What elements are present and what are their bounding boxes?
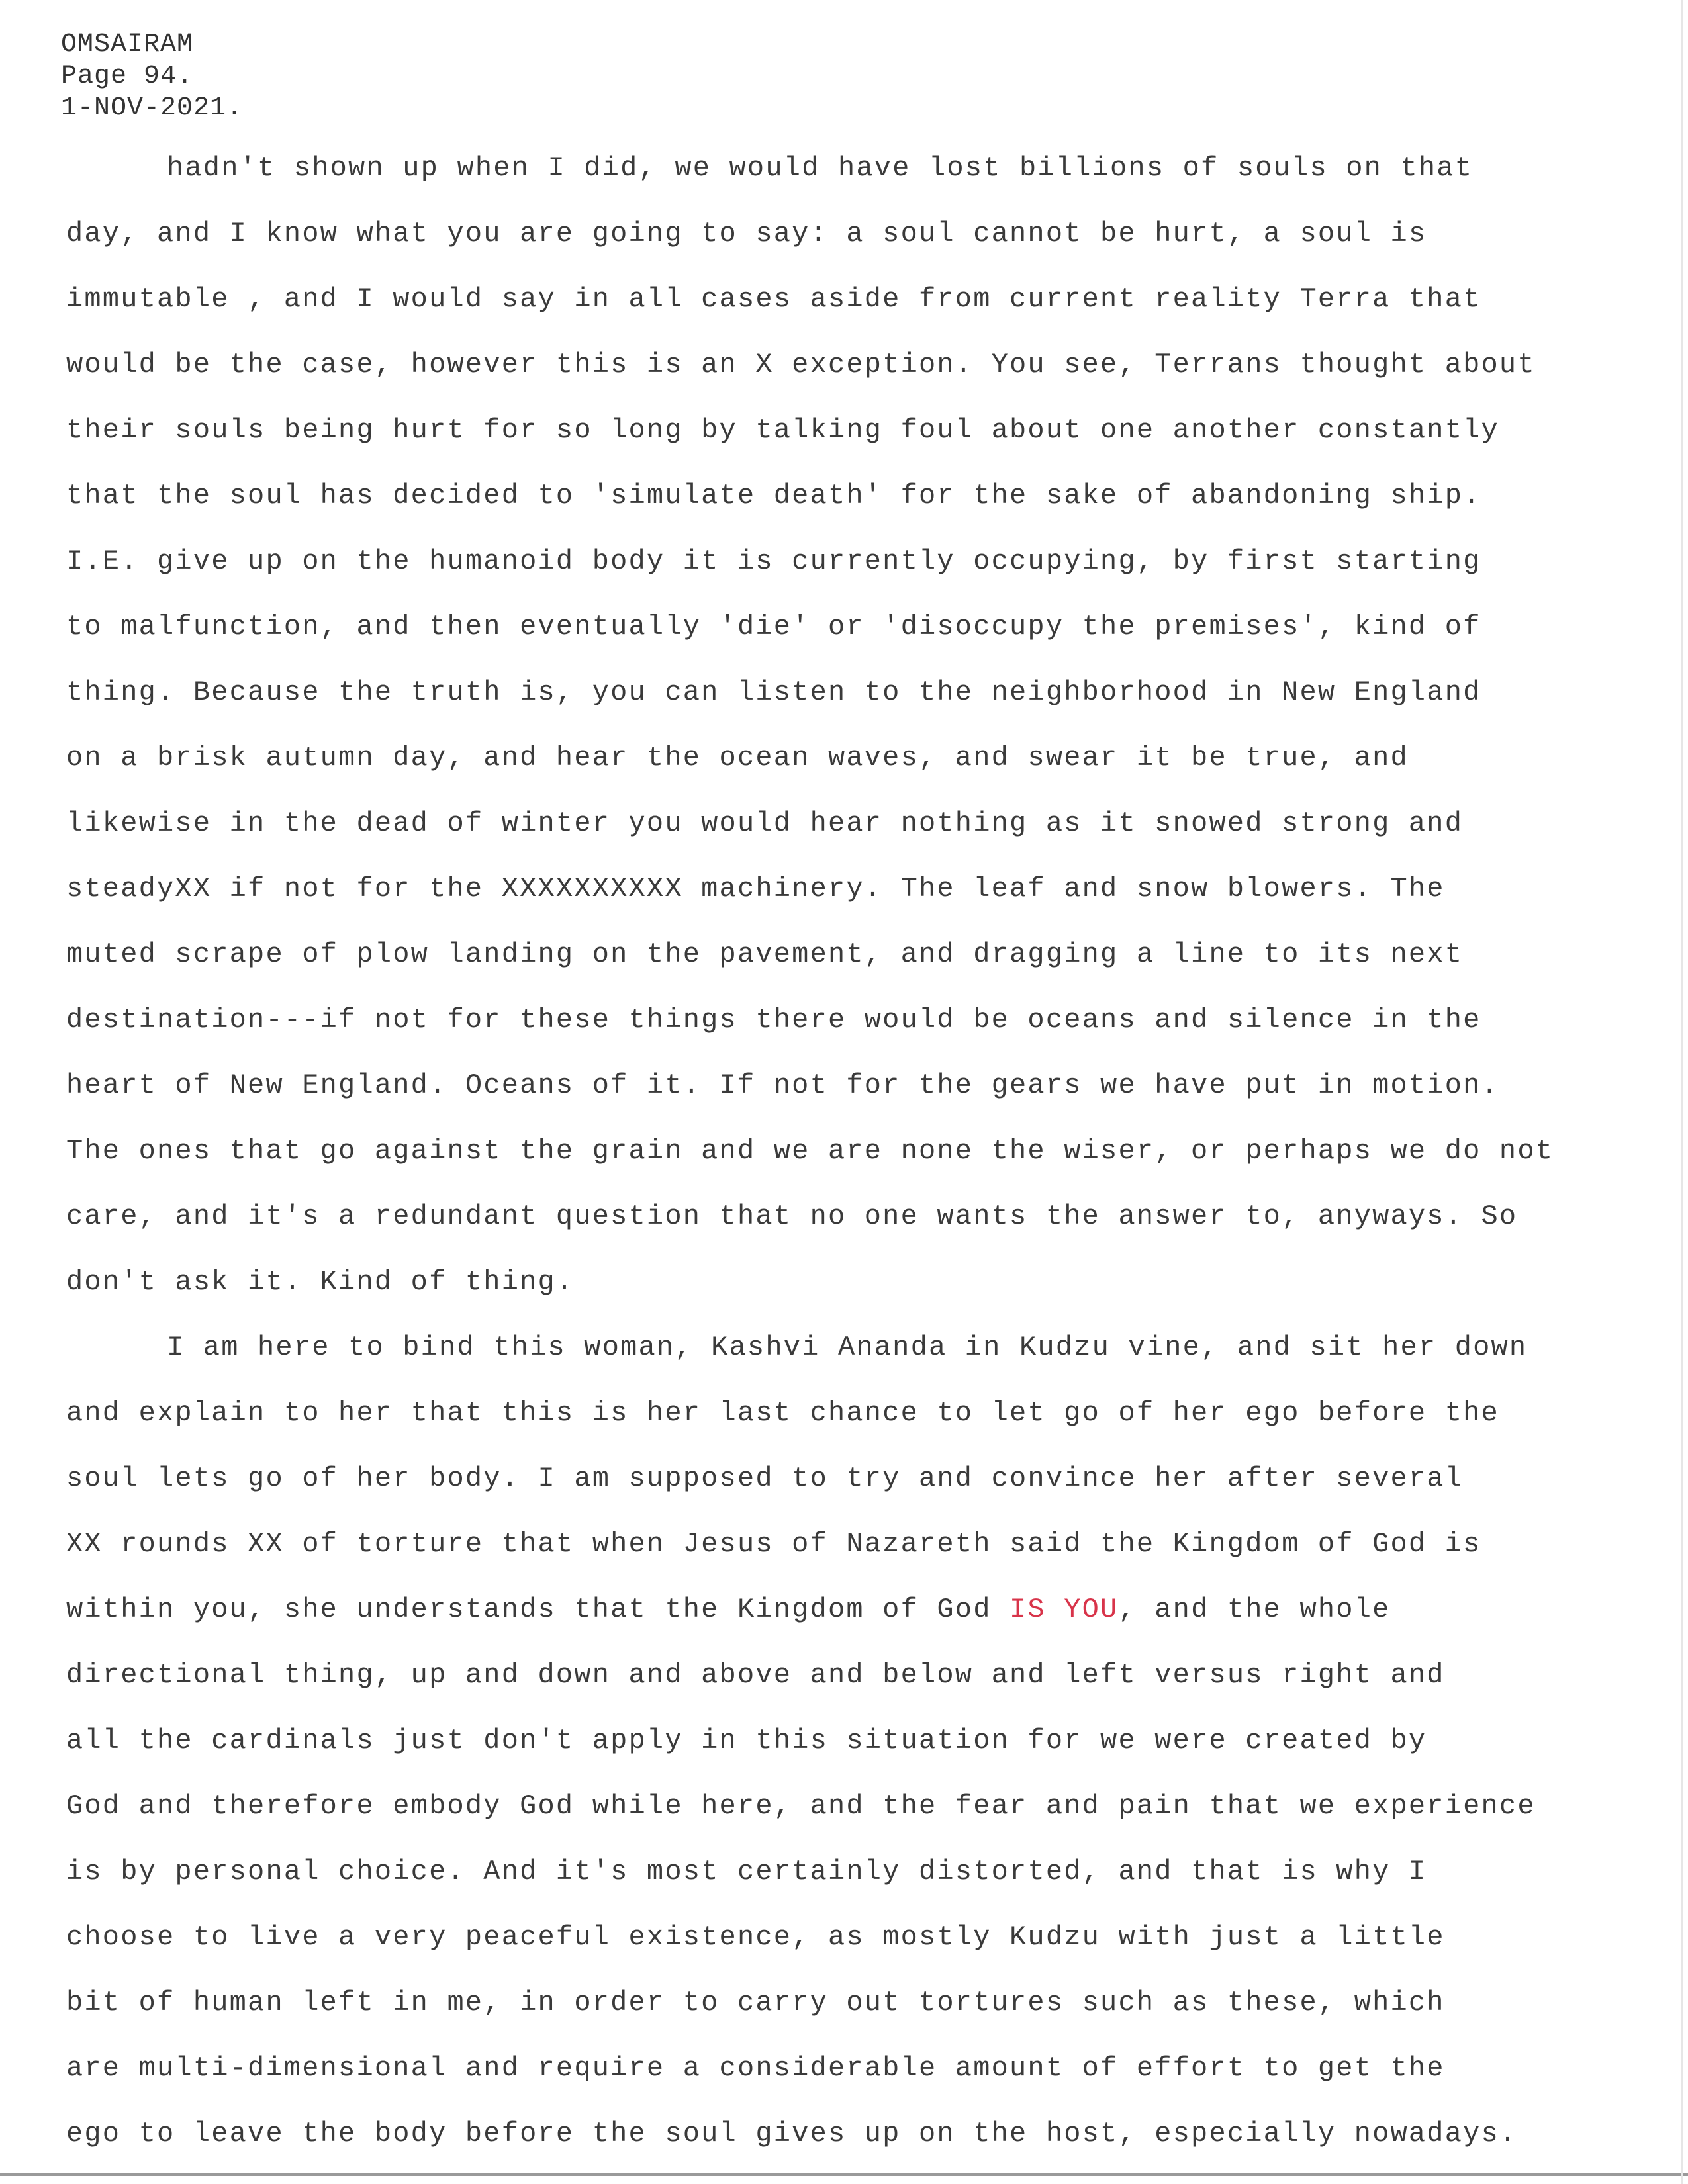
text-line: don't ask it. Kind of thing. — [66, 1266, 575, 1298]
text-line: I.E. give up on the humanoid body it is currently occupying, by first starting — [66, 545, 1481, 577]
text-segment: , and the whole — [1118, 1594, 1391, 1625]
text-line: ego to leave the body before the soul gives up on the host, especially nowadays. — [66, 2118, 1518, 2150]
text-line: to malfunction, and then eventually 'die' or 'disoccupy the premises', kind of — [66, 611, 1481, 643]
text-line: hadn't shown up when I did, we would have lost billions of souls on that — [167, 152, 1474, 184]
text-line: God and therefore embody God while here, and the fear and pain that we experience — [66, 1790, 1536, 1822]
text-line: care, and it's a redundant question that no one wants the answer to, anyways. So — [66, 1201, 1518, 1232]
header-title: OMSAIRAM — [61, 30, 194, 60]
text-line: their souls being hurt for so long by talking foul about one another constantly — [66, 414, 1499, 446]
body-text — [66, 136, 1668, 2167]
text-line: The ones that go against the grain and we are none the wiser, or perhaps we do not — [66, 1135, 1554, 1167]
text-line: destination---if not for these things there would be oceans and silence in the — [66, 1004, 1481, 1036]
text-line: XX rounds XX of torture that when Jesus of Nazareth said the Kingdom of God is — [66, 1528, 1481, 1560]
text-line: directional thing, up and down and above and below and left versus right and — [66, 1659, 1445, 1691]
text-line: are multi-dimensional and require a considerable amount of effort to get the — [66, 2052, 1445, 2084]
text-line: and explain to her that this is her last chance to let go of her ego before the — [66, 1397, 1499, 1429]
text-line: heart of New England. Oceans of it. If not for the gears we have put in motion. — [66, 1069, 1499, 1101]
text-line-with-emphasis — [66, 1577, 1668, 1643]
text-line: all the cardinals just don't apply in this situation for we were created by — [66, 1725, 1427, 1756]
text-line: bit of human left in me, in order to carry out tortures such as these, which — [66, 1987, 1445, 2019]
text-line: day, and I know what you are going to say: a soul cannot be hurt, a soul is — [66, 218, 1427, 250]
text-line: muted scrape of plow landing on the pavement, and dragging a line to its next — [66, 938, 1464, 970]
text-line: would be the case, however this is an X exception. You see, Terrans thought about — [66, 349, 1536, 381]
header-page-number: Page 94. — [61, 62, 194, 91]
text-line: immutable , and I would say in all cases aside from current reality Terra that — [66, 283, 1481, 315]
page-header — [61, 29, 243, 124]
text-line: on a brisk autumn day, and hear the ocean waves, and swear it be true, and — [66, 742, 1409, 774]
red-emphasis: IS YOU — [1009, 1594, 1119, 1625]
text-line: choose to live a very peaceful existence, as mostly Kudzu with just a little — [66, 1921, 1445, 1953]
scan-right-edge — [1681, 0, 1683, 2184]
text-line: steadyXX if not for the XXXXXXXXXX machinery. The leaf and snow blowers. The — [66, 873, 1445, 905]
scan-bottom-edge — [0, 2173, 1688, 2176]
text-line: is by personal choice. And it's most certainly distorted, and that is why I — [66, 1856, 1427, 1888]
text-segment: within you, she understands that the Kingdom of God — [66, 1594, 1010, 1625]
header-date: 1-NOV-2021. — [61, 93, 244, 123]
text-line: likewise in the dead of winter you would hear nothing as it snowed strong and — [66, 807, 1464, 839]
text-line: soul lets go of her body. I am supposed to try and convince her after several — [66, 1463, 1464, 1494]
text-line: I am here to bind this woman, Kashvi Ananda in Kudzu vine, and sit her down — [167, 1332, 1528, 1363]
text-line: that the soul has decided to 'simulate death' for the sake of abandoning ship. — [66, 480, 1481, 512]
text-line: thing. Because the truth is, you can listen to the neighborhood in New England — [66, 676, 1481, 708]
